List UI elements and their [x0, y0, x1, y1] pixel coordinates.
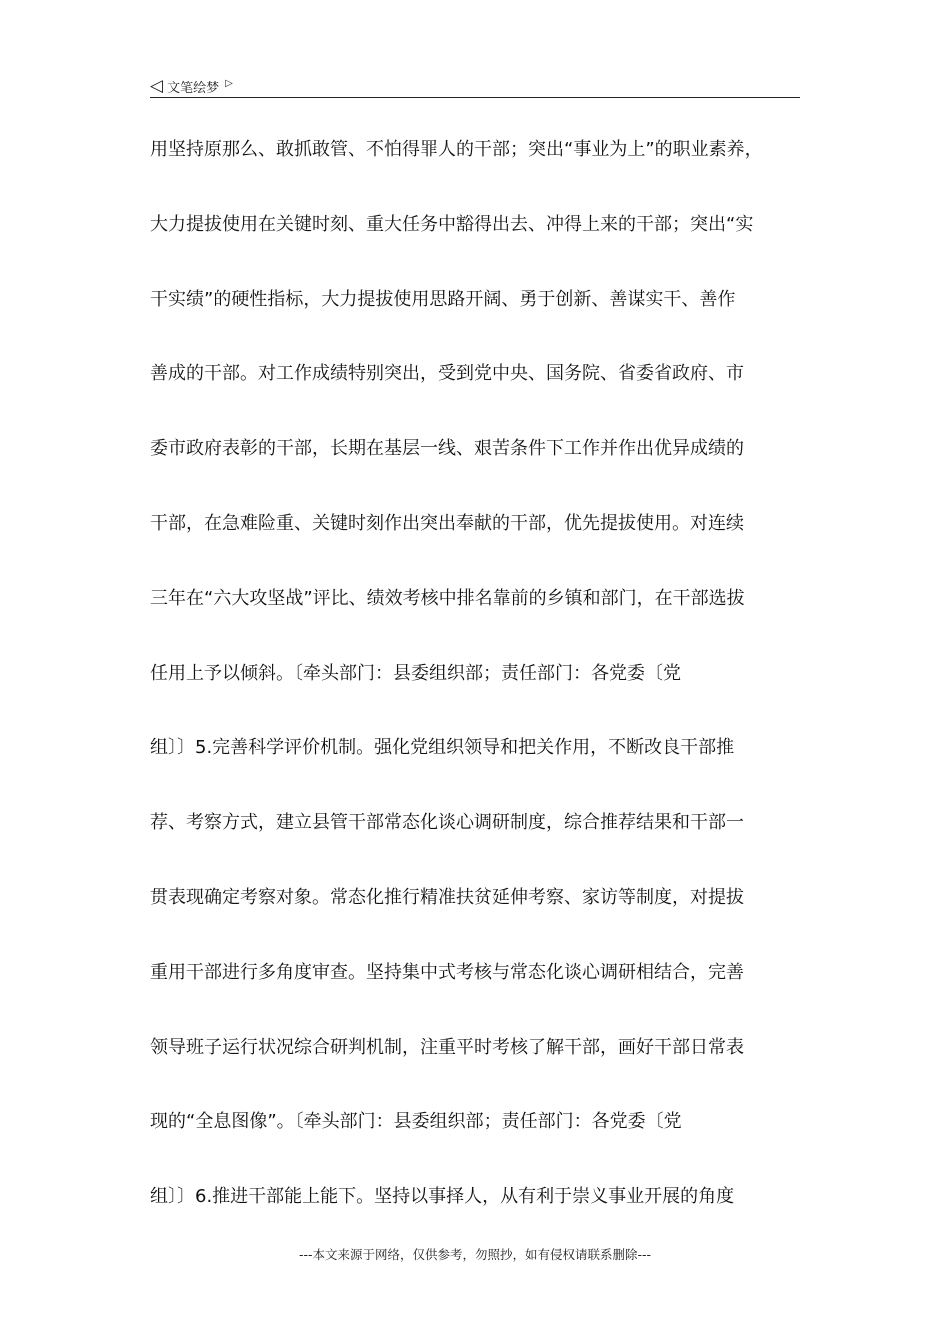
text-line: 大力提拔使用在关键时刻、重大任务中豁得出去、冲得上来的干部；突出“实 [150, 213, 754, 235]
document-body [150, 130, 810, 1252]
text-line: 三年在“六大攻坚战”评比、绩效考核中排名靠前的乡镇和部门，在干部选拔 [150, 587, 745, 609]
text-line: 领导班子运行状况综合研判机制，注重平时考核了解干部，画好干部日常表 [150, 1036, 744, 1058]
text-line: 善成的干部。对工作成绩特别突出，受到党中央、国务院、省委省政府、市 [150, 363, 744, 385]
text-line: 委市政府表彰的干部，长期在基层一线、艰苦条件下工作并作出优异成绩的 [150, 438, 744, 460]
text-line: 干部，在急难险重、关键时刻作出突出奉献的干部，优先提拔使用。对连续 [150, 512, 744, 534]
page-footer: ---本文来源于网络，仅供参考，勿照抄，如有侵权请联系删除--- [298, 1247, 652, 1262]
text-line: 重用干部进行多角度审查。坚持集中式考核与常态化谈心调研相结合，完善 [150, 961, 744, 983]
text-line: 任用上予以倾斜。〔牵头部门：县委组织部；责任部门：各党委〔党 [150, 662, 681, 684]
header-title: 文笔绘梦 [167, 80, 220, 96]
triangle-left-icon: ◁ [150, 75, 164, 96]
text-line: 现的“全息图像”。〔牵头部门：县委组织部；责任部门：各党委〔党 [150, 1111, 682, 1133]
header-divider [150, 97, 800, 98]
text-line: 干实绩”的硬性指标，大力提拔使用思路开阔、勇于创新、善谋实干、善作 [150, 288, 736, 310]
page-header [150, 74, 800, 98]
text-line: 组〕〕5.完善科学评价机制。强化党组织领导和把关作用，不断改良干部推 [150, 737, 735, 759]
text-line: 组〕〕6.推进干部能上能下。坚持以事择人，从有利于崇义事业开展的角度 [150, 1186, 735, 1208]
text-line: 用坚持原那么、敢抓敢管、不怕得罪人的干部；突出“事业为上”的职业素养， [150, 139, 763, 160]
text-line: 荐、考察方式，建立县管干部常态化谈心调研制度，综合推荐结果和干部一 [150, 812, 744, 834]
text-line: 贯表现确定考察对象。常态化推行精准扶贫延伸考察、家访等制度，对提拔 [150, 886, 744, 908]
triangle-right-icon: ▷ [225, 77, 233, 89]
